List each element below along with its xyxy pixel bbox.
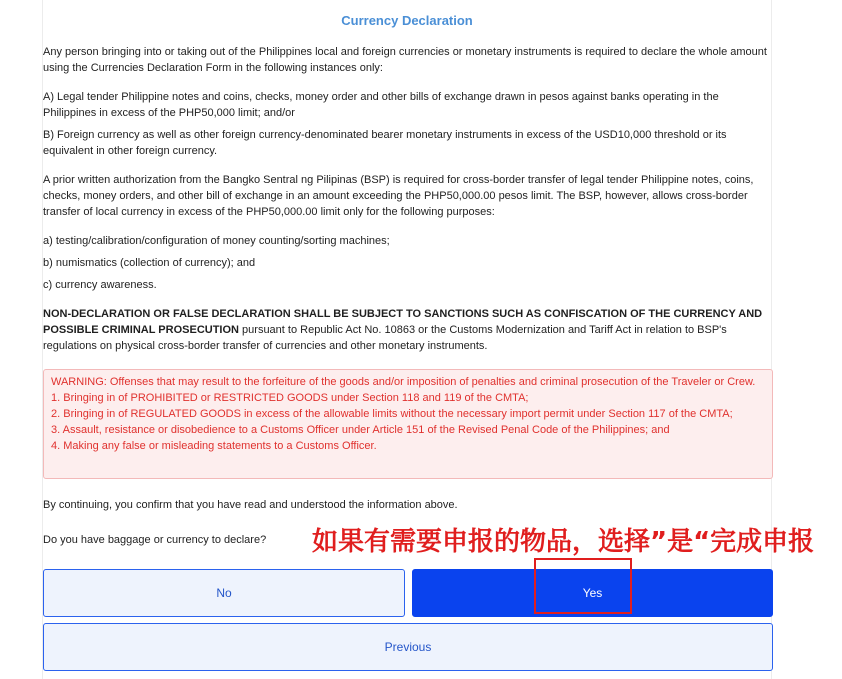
yes-button[interactable]: Yes [412,569,773,617]
previous-button[interactable]: Previous [43,623,773,671]
sanction-bold-text: NON-DECLARATION OR FALSE DECLARATION SHALL BE SUBJECT TO SANCTIONS SUCH AS CONFISCATION OF THE CURRENCY AND POSSIBLE CRIMINAL PROSECUTION [43,308,763,336]
warning-item: 4. Making any false or misleading statements to a Customs Officer. [51,440,377,452]
yes-highlight-box [534,558,632,614]
bsp-note-paragraph: A prior written authorization from the Bangko Sentral ng Pilipinas (BSP) is required for cross-border transfer of legal tender Philippine notes, coins, checks, money orders, and other bill of exchange in an amount exceeding the PHP50,000.00 pesos limit. The BSP, however, allows cross-border transfer of local currency in excess of the PHP50,000.00 limit only for the following purposes: [43,174,754,218]
purpose-item: c) currency awareness. [43,279,157,291]
declaration-panel [42,0,772,679]
warning-box [43,369,773,479]
warning-heading: WARNING: Offenses that may result to the forfeiture of the goods and/or imposition of penalties and criminal prosecution of the Traveler or Crew. [51,376,756,388]
warning-item: 2. Bringing in of REGULATED GOODS in excess of the allowable limits without the necessary import permit under Section 117 of the CMTA; [51,408,733,420]
page-title: Currency Declaration [341,13,473,28]
instance-b-paragraph: B) Foreign currency as well as other foreign currency-denominated bearer monetary instruments in excess of the USD10,000 threshold or its equivalent in other foreign currency. [43,129,727,157]
tutorial-annotation: 如果有需要申报的物品，选择”是“完成申报 [312,527,815,557]
warning-item: 1. Bringing in of PROHIBITED or RESTRICTED GOODS under Section 118 and 119 of the CMTA; [51,392,529,404]
no-button[interactable]: No [43,569,405,617]
sanction-rest-text: pursuant to Republic Act No. 10863 or the Customs Modernization and Tariff Act in relation to BSP's regulations on physical cross-border transfer of currencies and other monetary instruments. [43,324,727,352]
purpose-item: a) testing/calibration/configuration of money counting/sorting machines; [43,235,390,247]
intro-paragraph: Any person bringing into or taking out of the Philippines local and foreign currencies or monetary instruments is required to declare the whole amount using the Currencies Declaration Form in the following instances only: [43,46,767,74]
sanction-paragraph [43,306,773,354]
declare-question: Do you have baggage or currency to declare? [43,534,267,546]
confirm-text: By continuing, you confirm that you have read and understood the information above. [43,499,458,511]
instance-a-paragraph: A) Legal tender Philippine notes and coins, checks, money order and other bills of exchange drawn in pesos against banks operating in the Philippines in excess of the PHP50,000 limit; and/or [43,91,719,119]
warning-item: 3. Assault, resistance or disobedience to a Customs Officer under Article 151 of the Revised Penal Code of the Philippines; and [51,424,670,436]
purpose-item: b) numismatics (collection of currency); and [43,257,256,269]
